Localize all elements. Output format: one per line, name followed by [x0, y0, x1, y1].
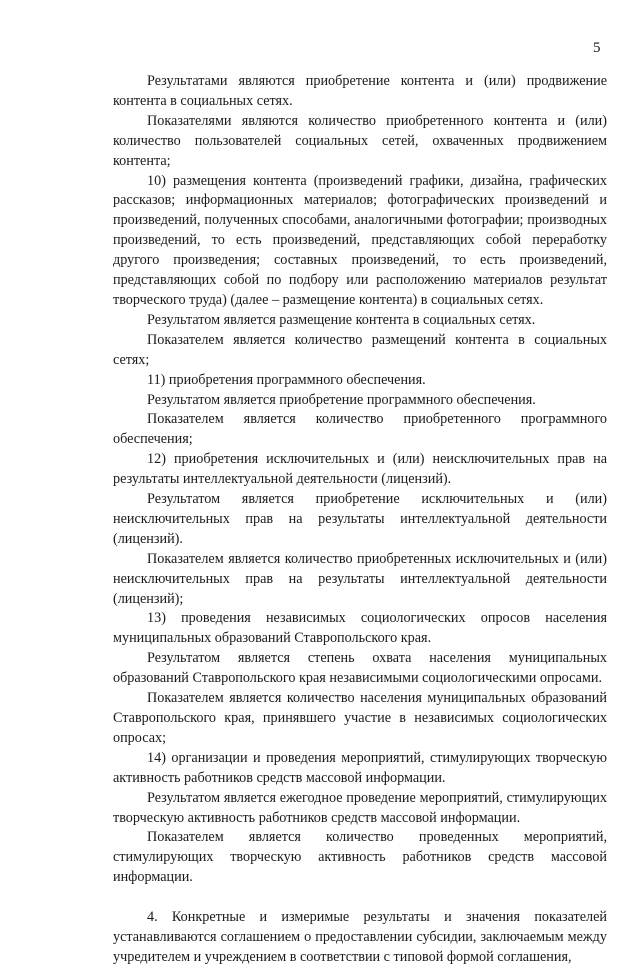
paragraph-result-13: Результатом является степень охвата населения муниципальных образований Ставропольского края независимыми социологическими опросами. [113, 650, 607, 687]
paragraph-result-14: Результатом является ежегодное проведение мероприятий, стимулирующих творческую активность работников средств массовой информации. [113, 789, 607, 826]
paragraph-item-14: 14) организации и проведения мероприятий, стимулирующих творческую активность работников средств массовой информации. [113, 749, 607, 786]
paragraph-result-11: Результатом является приобретение программного обеспечения. [147, 391, 536, 408]
paragraph-indicator-10: Показателем является количество размещений контента в социальных сетях; [113, 331, 607, 368]
document-body [113, 72, 607, 968]
paragraph-section-4: 4. Конкретные и измеримые результаты и значения показателей устанавливаются соглашением о предоставлении субсидии, заключаемым между учредителем и учреждением в соответствии с типовой формой соглашения, [113, 909, 607, 965]
page-number: 5 [593, 40, 601, 56]
paragraph-indicator-12: Показателем является количество приобретенных исключительных и (или) неисключительных прав на результаты интеллектуальной деятельности (лицензий); [113, 550, 607, 607]
paragraph-indicator-14: Показателем является количество проведенных мероприятий, стимулирующих творческую активность работников средств массовой информации. [113, 829, 607, 886]
paragraph-item-11: 11) приобретения программного обеспечения. [147, 371, 426, 388]
paragraph-indicator-11: Показателем является количество приобретенного программного обеспечения; [113, 411, 607, 448]
paragraph-item-12: 12) приобретения исключительных и (или) неисключительных прав на результаты интеллектуальной деятельности (лицензий). [113, 451, 607, 488]
paragraph-indicator-13: Показателем является количество населения муниципальных образований Ставропольского края, принявшего участие в независимых социологических опросах; [113, 690, 607, 746]
paragraph-item-10: 10) размещения контента (произведений графики, дизайна, графических рассказов; информационных материалов; фотографических произведений и произведений, полученных способами, аналогичными фотографии; производных произведений, то есть произведений, представляющих собой переработку другого произведения; составных произведений, то есть произведений, представляющих собой по подбору или расположению материалов результат творческого труда) (далее – размещение контента) в социальных сетях. [113, 172, 607, 308]
paragraph-indicators-content: Показателями являются количество приобретенного контента и (или) количество пользователей социальных сетей, охваченных продвижением контента; [113, 112, 607, 169]
paragraph-result-12: Результатом является приобретение исключительных и (или) неисключительных прав на результаты интеллектуальной деятельности (лицензий). [113, 491, 607, 547]
paragraph-item-13: 13) проведения независимых социологических опросов населения муниципальных образований Ставропольского края. [113, 610, 607, 647]
paragraph-results-content: Результатами являются приобретение контента и (или) продвижение контента в социальных сетях. [113, 73, 607, 109]
paragraph-result-10: Результатом является размещение контента в социальных сетях. [147, 311, 536, 328]
